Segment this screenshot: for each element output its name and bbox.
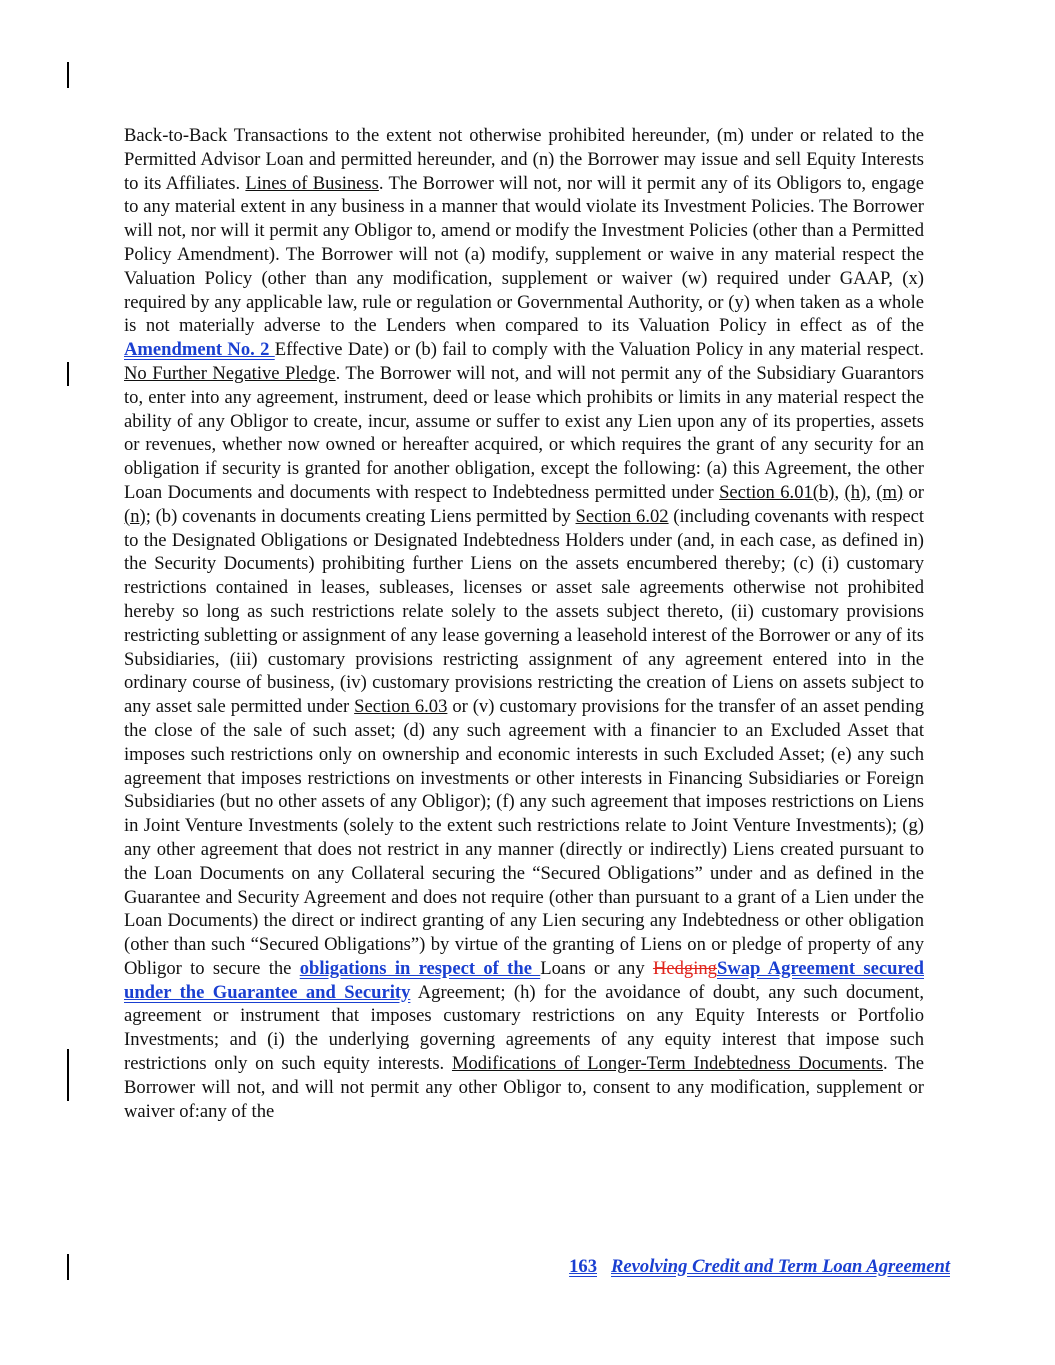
text-run: . The Borrower will not, and will not permit any other Obligor to, consent to any modification, supplement or waiver of:any of the [124, 1053, 924, 1122]
text-run: . The Borrower will not, and will not permit any of the Subsidiary Guarantors to, enter into any agreement, instrument, deed or lease which prohibits or limits in any material respect the ability of any Obligor to create, incur, assume or suffer to exist any Lien upon any of its properties, assets or revenues, whether now owned or hereafter acquired, or which requires the grant of any security for an obligation if security is granted for another obligation, except the following: (a) this Agreement, the other Loan Documents and documents with respect to Indebtedness permitted under [124, 362, 924, 503]
section-reference: Section 6.03 [354, 696, 448, 718]
inserted-text-obligations: obligations in respect of the [299, 957, 541, 979]
page-number: 163 [569, 1256, 597, 1277]
text-run: or (v) customary provisions for the transfer of an asset pending the close of the sale of such asset; (d) any such agreement with a financier to an Excluded Asset that imposes such restrictions only on ownership and economic interests in such Excluded Asset; (e) any such agreement that imposes restrictions on investments or other interests in Financing Subsidiaries or Foreign Subsidiaries (but no other assets of any Obligor); (f) any such agreement that imposes restrictions on Liens in Joint Venture Investments (solely to the extent such restrictions relate to Joint Venture Investments); (g) any other agreement that does not restrict in any manner (directly or indirectly) Liens created pursuant to the Loan Documents on any Collateral securing the “Secured Obligations” under and as defined in the Guarantee and Security Agreement and does not require (other than pursuant to a grant of a Lien under the Loan Documents) the direct or indirect granting of any Lien securing any Indebtedness or other obligation (other than such “Secured Obligations”) by virtue of the granting of Liens on or pledge of property of any Obligor to secure the [124, 696, 924, 979]
section-reference: (m) [876, 481, 904, 503]
text-run: , [834, 481, 845, 503]
text-run: Agreement; (h) for the avoidance of doubt, any such document, agreement or instrument that imposes customary restrictions on any Equity Interests or Portfolio Investments; and (i) the underlying governing agreements of any equity interest that impose such restrictions only on such equity interests. [124, 981, 924, 1075]
change-bar-footer [67, 1254, 69, 1280]
body-paragraph [124, 124, 924, 1123]
page-footer [500, 1256, 950, 1278]
heading-lines-of-business: Lines of Business [245, 172, 379, 194]
change-bar-top [67, 62, 69, 88]
text-run: Effective Date) or (b) fail to comply with the Valuation Policy in any material respect. [274, 339, 924, 361]
heading-modifications: Modifications of Longer-Term Indebtedness Documents [451, 1053, 884, 1075]
heading-no-further-negative-pledge: No Further Negative Pledge [124, 362, 336, 384]
inserted-text-swap: Swap Agreement secured under the Guarantee and Security [124, 957, 924, 1003]
section-reference: (h) [844, 481, 867, 503]
inserted-text-amendment: Amendment No. 2 [124, 339, 275, 361]
section-reference: Section 6.01(b) [719, 481, 835, 503]
text-run: ; (b) covenants in documents creating Liens permitted by [145, 505, 576, 527]
text-run: or [903, 481, 924, 503]
text-run: . The Borrower will not, nor will it permit any of its Obligors to, engage to any material extent in any business in a manner that would violate its Investment Policies. The Borrower will not, nor will it permit any Obligor to, amend or modify the Investment Policies (other than a Permitted Policy Amendment). The Borrower will not (a) modify, supplement or waive in any material respect the Valuation Policy (other than any modification, supplement or waiver (w) required under GAAP, (x) required by any applicable law, rule or regulation or Governmental Authority, or (y) when taken as a whole is not materially adverse to the Lenders when compared to its Valuation Policy in effect as of the [124, 172, 924, 337]
deleted-text-hedging: Hedging [652, 957, 717, 979]
text-run: , [866, 481, 877, 503]
text-run: (including covenants with respect to the Designated Obligations or Designated Indebtedness Holders under (and, in each case, as defined in) the Security Documents) prohibiting further Liens on the assets encumbered thereby; (c) (i) customary restrictions contained in leases, subleases, licenses or asset sale agreements otherwise not prohibited hereby so long as such restrictions relate solely to the assets subject thereto, (ii) customary provisions restricting subletting or assignment of any lease governing a leasehold interest of the Borrower or any of its Subsidiaries, (iii) customary provisions restricting assignment of any agreement entered into in the ordinary course of business, (iv) customary provisions restricting the creation of Liens on assets subject to any asset sale permitted under [124, 505, 924, 718]
text-run: Back-to-Back Transactions to the extent not otherwise prohibited hereunder, (m) under or related to the Permitted Advisor Loan and permitted hereunder, and (n) the Borrower may issue and sell Equity Interests to its Affiliates. [124, 125, 924, 194]
text-run: Loans or any [540, 957, 653, 979]
change-bar-swap [67, 1049, 69, 1101]
section-reference: (n) [124, 505, 146, 527]
document-title: Revolving Credit and Term Loan Agreement [611, 1256, 950, 1277]
section-reference: Section 6.02 [575, 505, 669, 527]
change-bar-amendment [67, 362, 69, 386]
